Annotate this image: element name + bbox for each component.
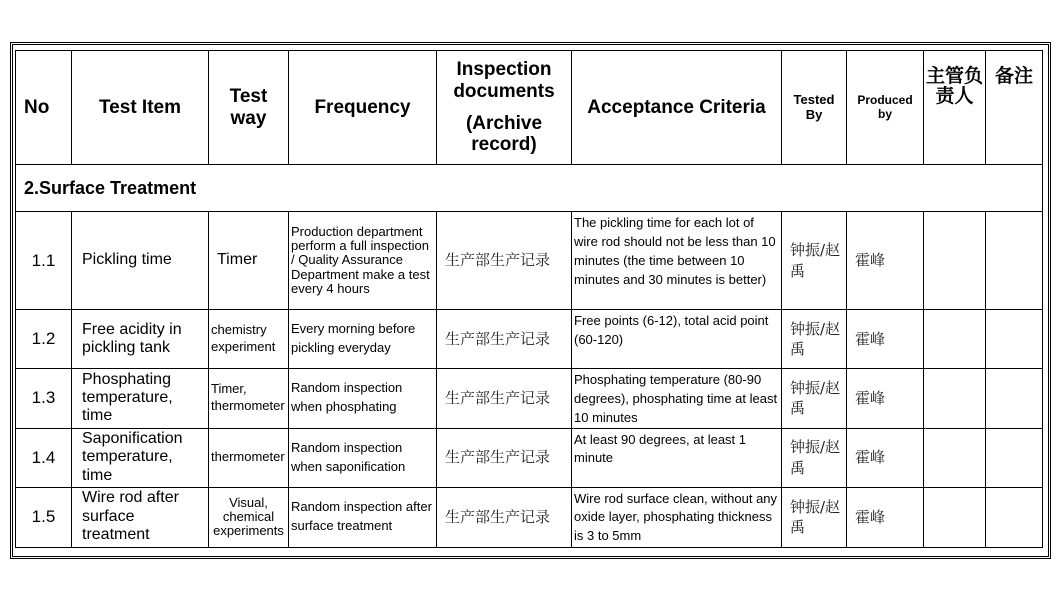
- row-tested-by: 钟振/赵禹: [782, 487, 847, 547]
- row-test-way: Timer, thermometer: [209, 369, 289, 429]
- row-produced-by: 霍峰: [847, 487, 924, 547]
- row-frequency: Random inspection after surface treatment: [289, 487, 437, 547]
- row-test-way: thermometer: [209, 428, 289, 487]
- row-no: 1.1: [16, 212, 72, 310]
- row-frequency: Random inspection when saponification: [289, 428, 437, 487]
- row-test-item: Pickling time: [72, 212, 209, 310]
- row-acceptance-criteria: Free points (6-12), total acid point (60-120): [572, 310, 782, 369]
- section-title: 2.Surface Treatment: [16, 165, 1043, 212]
- row-no: 1.3: [16, 369, 72, 429]
- header-inspection-documents: [437, 51, 572, 165]
- header-inspection-documents-label: Inspection documents: [453, 58, 555, 102]
- row-remarks: [986, 310, 1043, 369]
- header-test-item: Test Item: [72, 51, 209, 165]
- header-row: [16, 51, 1043, 165]
- row-tested-by: 钟振/赵禹: [782, 212, 847, 310]
- row-no: 1.5: [16, 487, 72, 547]
- row-inspection-docs: 生产部生产记录: [437, 310, 572, 369]
- header-acceptance-criteria: Acceptance Criteria: [572, 51, 782, 165]
- row-inspection-docs: 生产部生产记录: [437, 369, 572, 429]
- row-frequency: Every morning before pickling everyday: [289, 310, 437, 369]
- row-remarks: [986, 212, 1043, 310]
- row-produced-by: 霍峰: [847, 212, 924, 310]
- row-supervisor: [924, 212, 986, 310]
- table-row: [16, 310, 1043, 369]
- row-test-way: Timer: [209, 212, 289, 310]
- row-acceptance-criteria: At least 90 degrees, at least 1 minute: [572, 428, 782, 487]
- row-supervisor: [924, 369, 986, 429]
- row-acceptance-criteria: Wire rod surface clean, without any oxide layer, phosphating thickness is 3 to 5mm: [572, 487, 782, 547]
- row-acceptance-criteria: Phosphating temperature (80-90 degrees), phosphating time at least 10 minutes: [572, 369, 782, 429]
- row-remarks: [986, 487, 1043, 547]
- header-supervisor: 主管负责人: [924, 51, 986, 165]
- inspection-table: [15, 50, 1043, 548]
- header-frequency: Frequency: [289, 51, 437, 165]
- header-tested-by: Tested By: [782, 51, 847, 165]
- row-no: 1.2: [16, 310, 72, 369]
- row-test-item: Free acidity in pickling tank: [72, 310, 209, 369]
- row-inspection-docs: 生产部生产记录: [437, 487, 572, 547]
- row-inspection-docs: 生产部生产记录: [437, 212, 572, 310]
- row-frequency: Production department perform a full inspection / Quality Assurance Department make a test every 4 hours: [289, 212, 437, 310]
- row-remarks: [986, 369, 1043, 429]
- table-row: [16, 369, 1043, 429]
- row-test-item: Phosphating temperature, time: [72, 369, 209, 429]
- row-frequency: Random inspection when phosphating: [289, 369, 437, 429]
- row-produced-by: 霍峰: [847, 428, 924, 487]
- row-produced-by: 霍峰: [847, 310, 924, 369]
- row-inspection-docs: 生产部生产记录: [437, 428, 572, 487]
- header-remarks: 备注: [986, 51, 1043, 165]
- row-remarks: [986, 428, 1043, 487]
- header-archive-record-label: (Archive record): [465, 112, 543, 156]
- row-supervisor: [924, 310, 986, 369]
- row-produced-by: 霍峰: [847, 369, 924, 429]
- row-test-item: Saponification temperature, time: [72, 428, 209, 487]
- row-supervisor: [924, 428, 986, 487]
- row-acceptance-criteria: The pickling time for each lot of wire rod should not be less than 10 minutes (the time between 10 minutes and 30 minutes is better): [572, 212, 782, 310]
- table-row: [16, 212, 1043, 310]
- row-test-way: chemistry experiment: [209, 310, 289, 369]
- table-row: [16, 428, 1043, 487]
- row-tested-by: 钟振/赵禹: [782, 428, 847, 487]
- row-no: 1.4: [16, 428, 72, 487]
- header-test-way: Test way: [209, 51, 289, 165]
- header-no: No: [16, 51, 72, 165]
- section-row: [16, 165, 1043, 212]
- row-supervisor: [924, 487, 986, 547]
- table-row: [16, 487, 1043, 547]
- row-tested-by: 钟振/赵禹: [782, 310, 847, 369]
- row-test-item: Wire rod after surface treatment: [72, 487, 209, 547]
- row-tested-by: 钟振/赵禹: [782, 369, 847, 429]
- row-test-way: Visual, chemical experiments: [209, 487, 289, 547]
- header-produced-by: Produced by: [847, 51, 924, 165]
